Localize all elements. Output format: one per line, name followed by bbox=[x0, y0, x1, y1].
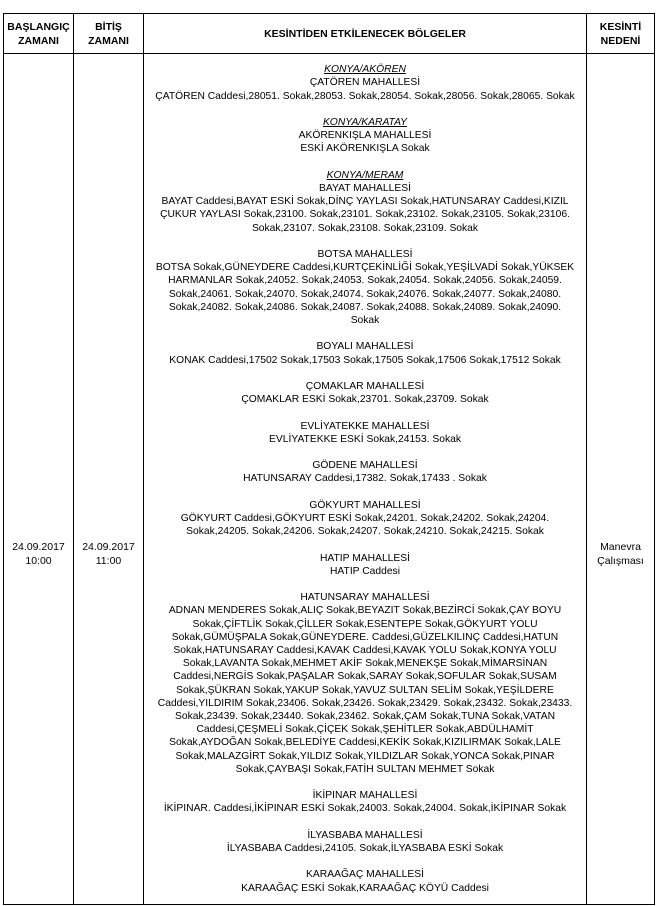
neighborhood-name: ÇATÖREN MAHALLESİ bbox=[309, 77, 421, 89]
neighborhood-name: GÖKYURT MAHALLESİ bbox=[309, 499, 421, 511]
start-date: 24.09.2017 bbox=[12, 541, 65, 553]
street-list-line: Caddesi,YILDIRIM Sokak,23406. Sokak,23426. Sokak,23429. Sokak,23432. Sokak,23433. bbox=[157, 697, 573, 709]
header-end-time bbox=[74, 14, 144, 54]
province-name: KONYA/AKÖREN bbox=[324, 64, 406, 76]
street-list-line: BOTSA Sokak,GÜNEYDERE Caddesi,KURTÇEKİNLİĞİ Sokak,YEŞİLVADİ Sokak,YÜKSEK bbox=[155, 262, 575, 274]
reason-line2: Çalışması bbox=[597, 555, 644, 567]
neighborhood-name: BOTSA MAHALLESİ bbox=[317, 249, 413, 260]
street-list-line: GÖKYURT Caddesi,GÖKYURT ESKİ Sokak,24201. Sokak,24202. Sokak,24204. bbox=[180, 512, 550, 524]
street-list-line: EVLİYATEKKE ESKİ Sokak,24153. Sokak bbox=[269, 433, 461, 445]
header-row bbox=[4, 14, 655, 54]
street-list-line: Sokak,AYDOĞAN Sokak,BELEDİYE Caddesi,KEKİK Sokak,KIZILIRMAK Sokak,LALE bbox=[169, 737, 561, 749]
street-list-line: Sokak,LAVANTA Sokak,MEHMET AKİF Sokak,MENEKŞE Sokak,MİMARSİNAN bbox=[182, 658, 548, 670]
street-list-line: Caddesi,ÇEŞMELİ Sokak,ÇİÇEK Sokak,ŞEHİTLER Sokak,ABDÜLHAMİT bbox=[196, 724, 534, 736]
neighborhood-name: HATIP MAHALLESİ bbox=[319, 552, 411, 564]
end-date: 24.09.2017 bbox=[82, 541, 135, 553]
header-regions: KESİNTİDEN ETKİLENECEK BÖLGELER bbox=[144, 14, 587, 54]
neighborhood-name: GÖDENE MAHALLESİ bbox=[312, 460, 418, 472]
street-list-line: Sokak,HATUNSARAY Caddesi,KAVAK Caddesi,KAVAK YOLU Sokak,KONYA YOLU bbox=[173, 644, 557, 656]
neighborhood-name: İKİPINAR MAHALLESİ bbox=[312, 790, 418, 802]
start-time-cell bbox=[4, 54, 74, 905]
reason-cell bbox=[587, 54, 655, 905]
street-list-line: ÇUKUR YAYLASI Sokak,23100. Sokak,23101. Sokak,23102. Sokak,23105. Sokak,23106. bbox=[160, 209, 570, 221]
neighborhood-name: BAYAT MAHALLESİ bbox=[319, 183, 411, 194]
spacer bbox=[144, 538, 586, 551]
end-hour: 11:00 bbox=[95, 555, 122, 567]
street-list-line: KONAK Caddesi,17502 Sokak,17503 Sokak,17505 Sokak,17506 Sokak,17512 Sokak bbox=[169, 354, 561, 366]
street-list-line: ÇOMAKLAR ESKİ Sokak,23701. Sokak,23709. Sokak bbox=[241, 394, 489, 406]
header-reason-line1: KESİNTİ bbox=[599, 20, 642, 33]
spacer bbox=[144, 103, 586, 116]
street-list-line: Sokak,ÇAYBAŞI Sokak,FATİH SULTAN MEHMET Sokak bbox=[235, 763, 495, 775]
header-reason bbox=[587, 14, 655, 54]
province-name: KONYA/MERAM bbox=[326, 169, 404, 181]
header-start-line2: ZAMANI bbox=[18, 34, 59, 47]
street-list-line: Sokak,ŞÜKRAN Sokak,YAKUP Sokak,YAVUZ SULTAN SELİM Sokak,YEŞİLDERE bbox=[176, 684, 554, 696]
spacer bbox=[144, 235, 586, 248]
street-list-line: Caddesi,NERGİS Sokak,PAŞALAR Sokak,SARAY Sokak,SOFULAR Sokak,SUSAM bbox=[173, 671, 557, 683]
street-list-line: HARMANLAR Sokak,24052. Sokak,24053. Sokak,24054. Sokak,24056. Sokak,24059. bbox=[168, 275, 562, 287]
street-list-line: Sokak,MALAZGİRT Sokak,YILDIZ Sokak,YILDIZLAR Sokak,YONCA Sokak,PINAR bbox=[175, 750, 555, 762]
neighborhood-name: KARAAĞAÇ MAHALLESİ bbox=[306, 869, 424, 881]
street-list-line: ÇATÖREN Caddesi,28051. Sokak,28053. Sokak,28054. Sokak,28056. Sokak,28065. Sokak bbox=[155, 90, 575, 102]
header-reason-line2: NEDENİ bbox=[600, 34, 641, 47]
end-time-cell bbox=[74, 54, 144, 905]
street-list-line: KARAAĞAÇ ESKİ Sokak,KARAAĞAÇ KÖYÜ Caddesi bbox=[241, 882, 489, 894]
street-list-line: Sokak,23439. Sokak,23440. Sokak,23462. Sokak,ÇAM Sokak,TUNA Sokak,VATAN bbox=[174, 711, 556, 722]
header-end-line2: ZAMANI bbox=[88, 34, 129, 47]
street-list-line: İLYASBABA Caddesi,24105. Sokak,İLYASBABA ESKİ Sokak bbox=[226, 843, 504, 854]
street-list-line: Sokak,ÇİFTLİK Sokak,ÇİLLER Sokak,ESENTEPE Sokak,GÖKYURT YOLU bbox=[192, 618, 538, 630]
street-list-line: Sokak,GÜMÜŞPALA Sokak,GÜNEYDERE. Caddesi,GÜZELKILINÇ Caddesi,HATUN bbox=[171, 631, 559, 643]
street-list-line: Sokak,24205. Sokak,24206. Sokak,24207. Sokak,24210. Sokak,24215. Sokak bbox=[186, 526, 544, 538]
street-list-line: Sokak bbox=[350, 315, 380, 327]
street-list-line: ADNAN MENDERES Sokak,ALIÇ Sokak,BEYAZIT Sokak,BEZİRCİ Sokak,ÇAY BOYU bbox=[168, 605, 562, 617]
street-list-line: HATIP Caddesi bbox=[329, 565, 400, 577]
start-hour: 10:00 bbox=[25, 555, 52, 567]
header-start-time bbox=[4, 14, 74, 54]
header-end-line1: BİTİŞ bbox=[95, 20, 122, 33]
affected-regions-cell bbox=[144, 54, 587, 905]
spacer bbox=[144, 406, 586, 419]
neighborhood-name: HATUNSARAY MAHALLESİ bbox=[300, 592, 430, 604]
neighborhood-name: İLYASBABA MAHALLESİ bbox=[307, 829, 423, 841]
spacer bbox=[144, 578, 586, 591]
province-name: KONYA/KARATAY bbox=[322, 117, 408, 128]
street-list-line: Sokak,24082. Sokak,24086. Sokak,24087. Sokak,24088. Sokak,24089. Sokak,24090. bbox=[168, 301, 562, 313]
reason-line1: Manevra bbox=[600, 541, 641, 553]
spacer bbox=[144, 776, 586, 789]
neighborhood-name: ÇOMAKLAR MAHALLESİ bbox=[305, 381, 425, 392]
street-list-line: ESKİ AKÖRENKIŞLA Sokak bbox=[300, 143, 430, 155]
neighborhood-name: EVLİYATEKKE MAHALLESİ bbox=[300, 420, 430, 432]
spacer bbox=[144, 327, 586, 340]
outage-row bbox=[4, 54, 655, 905]
street-list-line: Sokak,24061. Sokak,24070. Sokak,24074. Sokak,24076. Sokak,24077. Sokak,24080. bbox=[168, 288, 562, 300]
spacer bbox=[144, 486, 586, 499]
outage-schedule-table bbox=[3, 13, 655, 905]
spacer bbox=[144, 816, 586, 829]
header-start-line1: BAŞLANGIÇ bbox=[7, 20, 70, 33]
street-list-line: HATUNSARAY Caddesi,17382. Sokak,17433 . Sokak bbox=[243, 473, 487, 485]
street-list-line: İKİPINAR. Caddesi,İKİPINAR ESKİ Sokak,24003. Sokak,24004. Sokak,İKİPINAR Sokak bbox=[163, 803, 567, 815]
spacer bbox=[144, 367, 586, 380]
spacer bbox=[144, 446, 586, 459]
neighborhood-name: BOYALI MAHALLESİ bbox=[316, 341, 414, 353]
spacer bbox=[144, 156, 586, 169]
street-list-line: BAYAT Caddesi,BAYAT ESKİ Sokak,DİNÇ YAYLASI Sokak,HATUNSARAY Caddesi,KIZIL bbox=[161, 196, 569, 208]
neighborhood-name: AKÖRENKIŞLA MAHALLESİ bbox=[298, 130, 432, 142]
spacer bbox=[144, 855, 586, 868]
street-list-line: Sokak,23107. Sokak,23108. Sokak,23109. Sokak bbox=[251, 222, 479, 234]
